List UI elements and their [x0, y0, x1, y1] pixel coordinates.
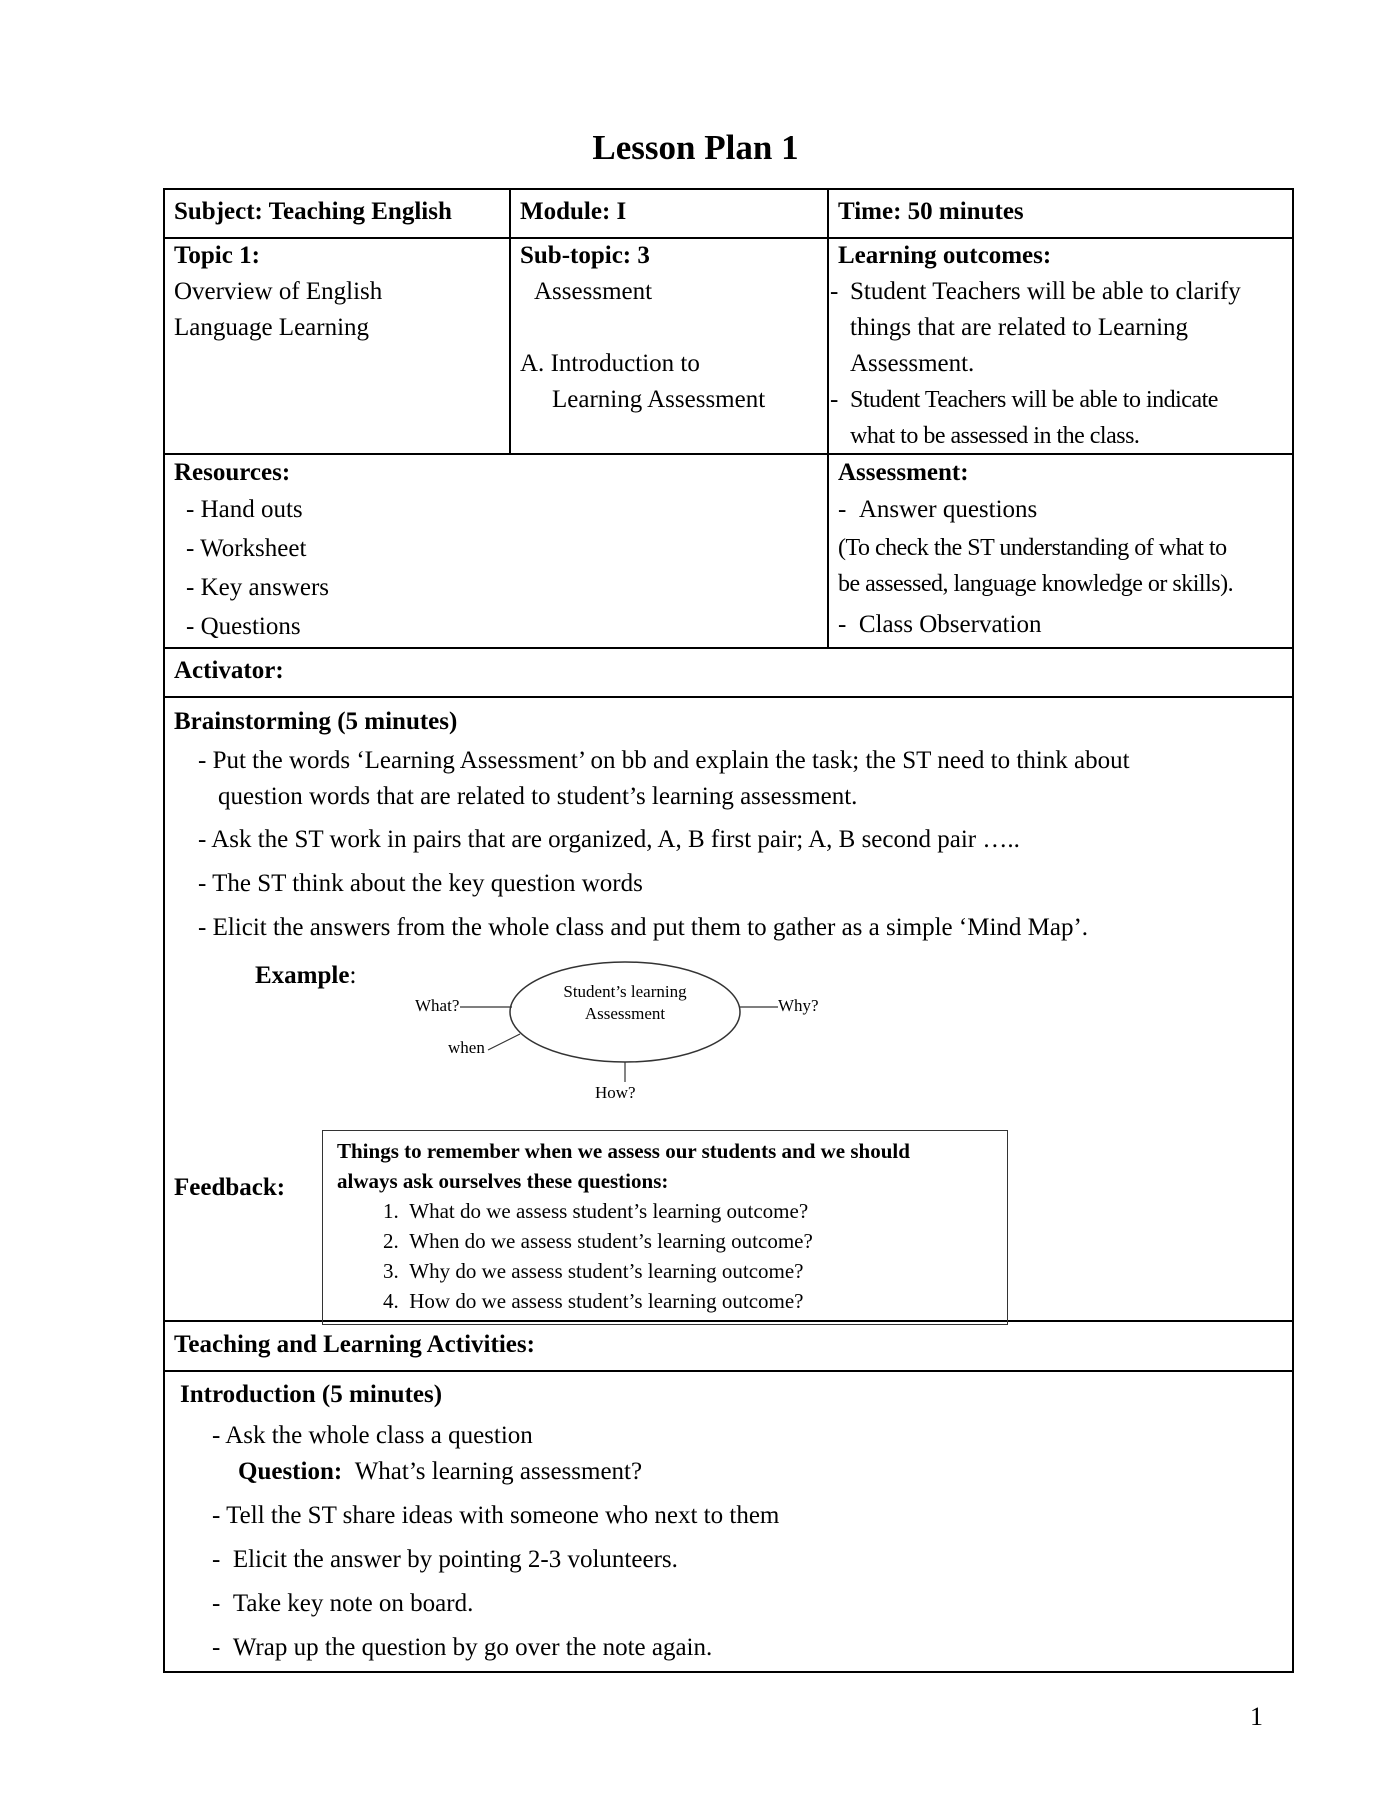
module-cell: Module: I [520, 198, 627, 225]
page-number: 1 [1250, 1702, 1263, 1731]
topic-line: Language Learning [174, 314, 370, 341]
row-divider [163, 696, 1294, 698]
feedback-box [322, 1130, 1008, 1325]
intro-step: - Wrap up the question by go over the note again. [212, 1634, 713, 1661]
brainstorm-step-continuation: question words that are related to student’s learning assessment. [218, 783, 858, 810]
topic-line: Overview of English [174, 278, 383, 305]
dash: - [830, 278, 839, 305]
outcome-line: what to be assessed in the class. [850, 423, 1140, 449]
table-border-right [1292, 188, 1294, 1673]
assessment-note: be assessed, language knowledge or skills). [838, 571, 1234, 597]
assessment-label: Assessment: [838, 459, 969, 486]
mind-map-center-text: Assessment [584, 1004, 666, 1023]
outcome-line: Student Teachers will be able to clarify [850, 278, 1241, 305]
row-divider [163, 1370, 1294, 1372]
activator-label: Activator: [174, 657, 284, 684]
outcome-line: Assessment. [850, 350, 975, 377]
subtopic-cell [520, 238, 765, 418]
feedback-question: 2. When do we assess student’s learning outcome? [383, 1229, 813, 1253]
feedback-label: Feedback: [174, 1174, 286, 1201]
page-title: Lesson Plan 1 [592, 128, 799, 167]
intro-question: Question: What’s learning assessment? [238, 1458, 643, 1485]
dash: - [830, 386, 839, 413]
brainstorm-step: - Put the words ‘Learning Assessment’ on bb and explain the task; the ST need to think about [198, 747, 1130, 774]
subtopic-item [520, 346, 765, 382]
table-border-left [163, 188, 165, 1673]
example-label: Example: [255, 962, 357, 989]
col-divider [827, 188, 829, 648]
mind-map-connector [488, 1034, 520, 1050]
brainstorm-step: - Elicit the answers from the whole class and put them to gather as a simple ‘Mind Map’. [198, 914, 1089, 941]
mind-map-why: Why? [778, 996, 819, 1015]
outcomes-label: Learning outcomes: [838, 242, 1052, 269]
subtopic-item-line: Introduction to [550, 350, 700, 377]
resource-item: - Worksheet [186, 535, 307, 562]
introduction-heading: Introduction (5 minutes) [180, 1381, 443, 1408]
feedback-heading: always ask ourselves these questions: [337, 1169, 669, 1193]
subtopic-item-prefix: A. [520, 350, 545, 377]
feedback-question: 1. What do we assess student’s learning outcome? [383, 1199, 809, 1223]
assessment-note: (To check the ST understanding of what to [838, 535, 1227, 561]
topic-cell [174, 238, 382, 346]
feedback-question: 4. How do we assess student’s learning outcome? [383, 1289, 804, 1313]
outcomes-cell [830, 238, 1241, 454]
row-divider [163, 647, 1294, 649]
feedback-question: 3. Why do we assess student’s learning outcome? [383, 1259, 804, 1283]
intro-step: - Take key note on board. [212, 1590, 474, 1617]
mind-map-when: when [448, 1038, 485, 1057]
resource-item: - Questions [186, 613, 301, 640]
assessment-item: - Class Observation [838, 611, 1042, 638]
subtopic-line: Assessment [534, 278, 653, 305]
col-divider [509, 188, 511, 454]
assessment-item: - Answer questions [838, 496, 1038, 523]
mind-map-what: What? [415, 996, 460, 1015]
time-cell: Time: 50 minutes [838, 198, 1024, 225]
subject-cell: Subject: Teaching English [174, 198, 452, 225]
intro-step: - Tell the ST share ideas with someone who next to them [212, 1502, 780, 1529]
feedback-heading: Things to remember when we assess our students and we should [337, 1139, 910, 1163]
spacer [520, 310, 765, 346]
brainstorm-step: - The ST think about the key question words [198, 870, 643, 897]
outcome-line: Student Teachers will be able to indicate [850, 387, 1218, 413]
intro-step: - Ask the whole class a question [212, 1422, 533, 1449]
mind-map-how: How? [595, 1083, 636, 1102]
brainstorm-step: - Ask the ST work in pairs that are organized, A, B first pair; A, B second pair ….. [198, 826, 1020, 853]
outcome-item [830, 382, 1241, 454]
outcome-item [830, 274, 1241, 382]
resource-item: - Hand outs [186, 496, 303, 523]
resource-item: - Key answers [186, 574, 330, 601]
table-border-top [163, 188, 1294, 190]
resources-label: Resources: [174, 459, 291, 486]
brainstorming-heading: Brainstorming (5 minutes) [174, 708, 458, 735]
intro-step: - Elicit the answer by pointing 2-3 volunteers. [212, 1546, 678, 1573]
outcome-line: things that are related to Learning [850, 314, 1189, 341]
subtopic-item-line: Learning Assessment [552, 386, 766, 413]
table-border-bottom [163, 1671, 1294, 1673]
subtopic-label: Sub-topic: 3 [520, 242, 650, 269]
topic-label: Topic 1: [174, 242, 260, 269]
activities-label: Teaching and Learning Activities: [174, 1331, 535, 1358]
mind-map-center-text: Student’s learning [563, 982, 687, 1001]
